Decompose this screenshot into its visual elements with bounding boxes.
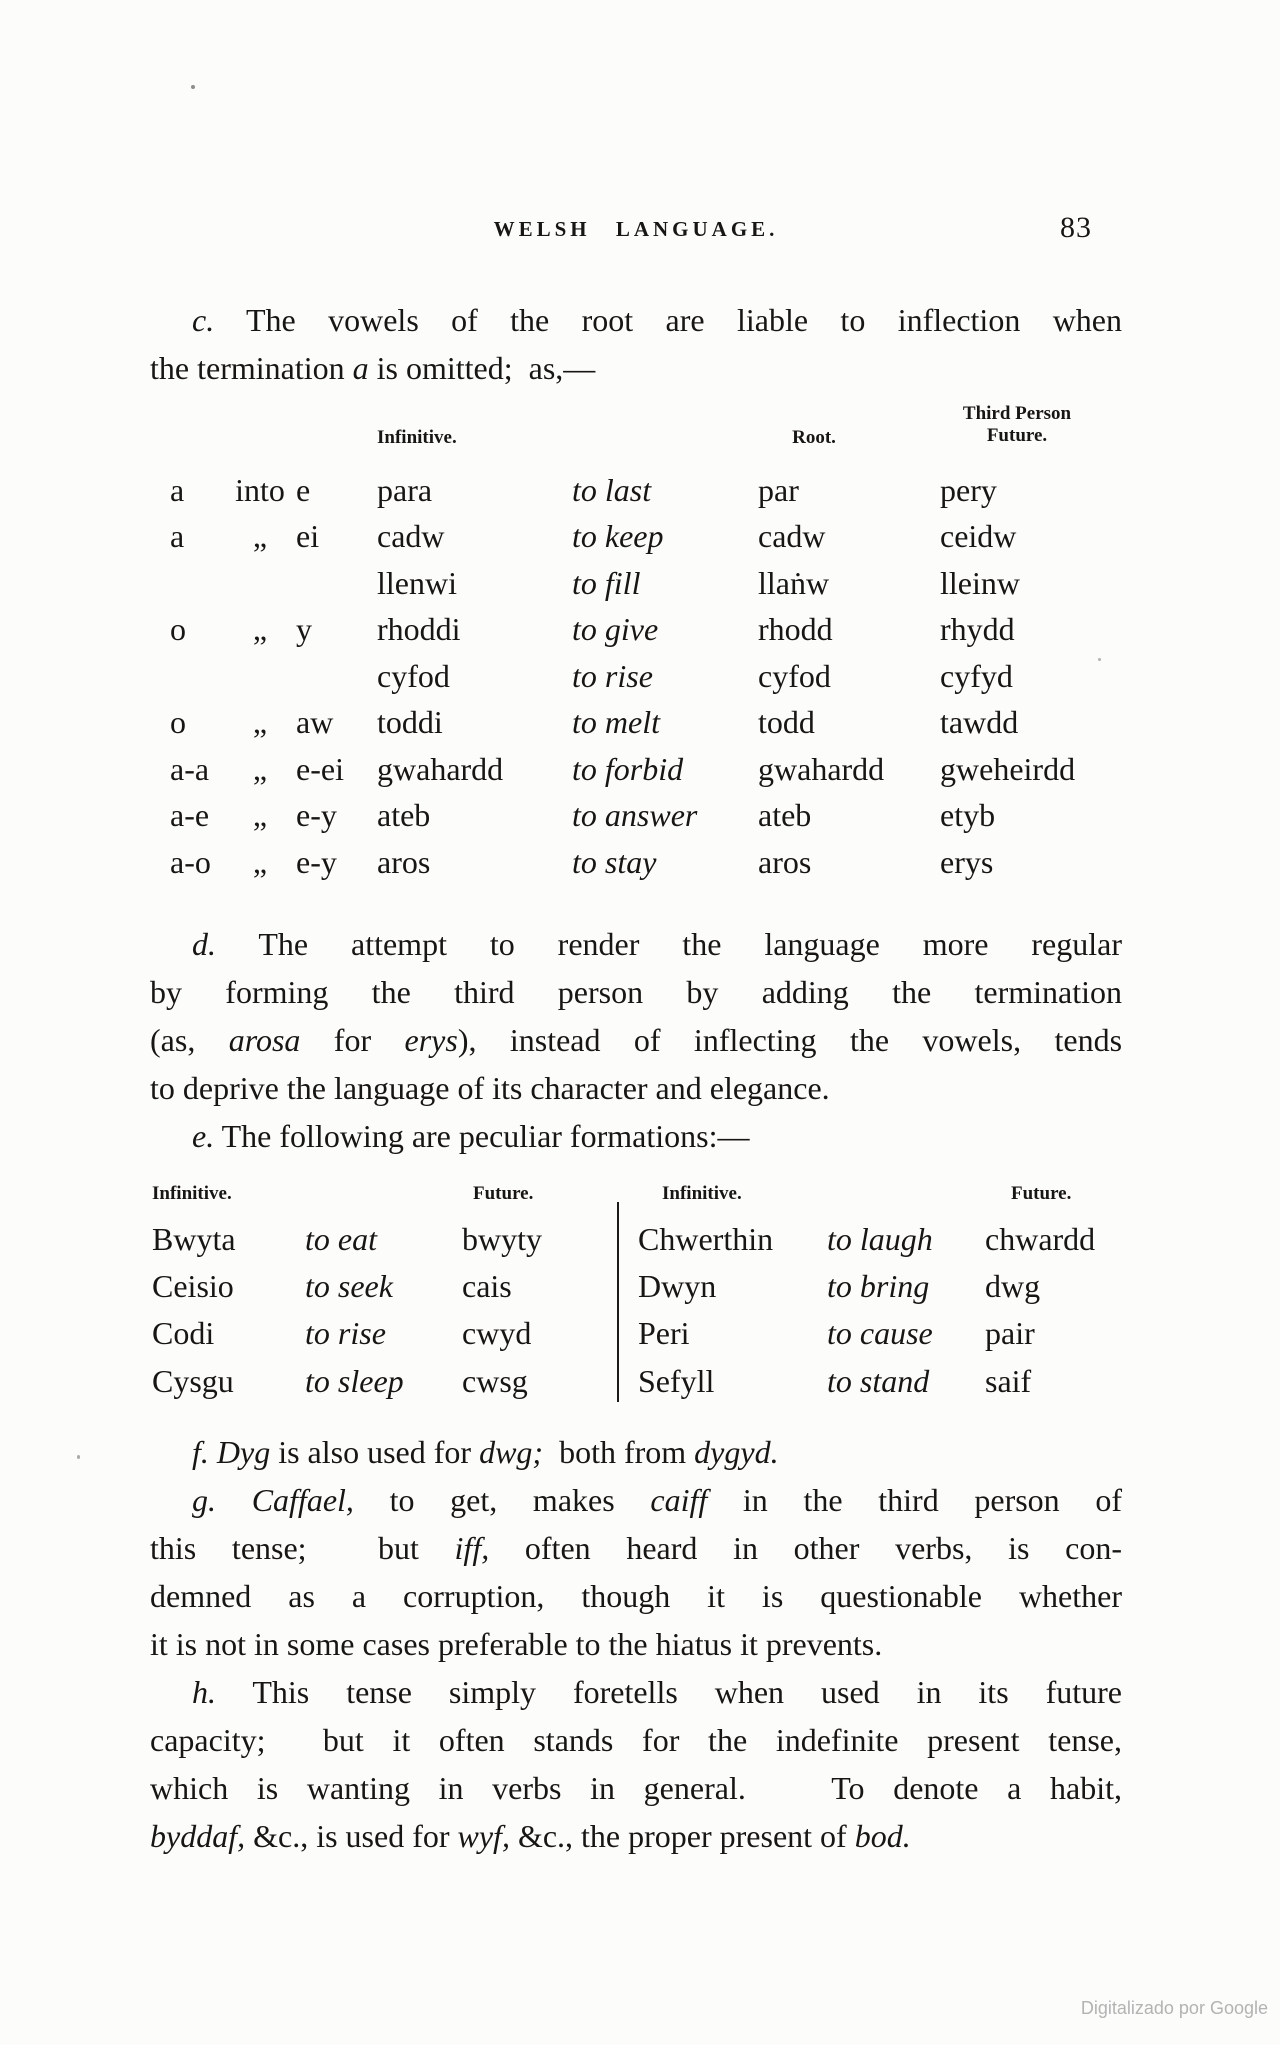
table-row: [0, 609, 1280, 653]
google-digitization-watermark: Digitalizado por Google: [1080, 1998, 1268, 2018]
infinitive-cell: llenwi: [377, 565, 457, 601]
table-row: [0, 842, 1280, 886]
vowel-change-from: a-e: [170, 797, 210, 833]
future-cell: lleinw: [940, 565, 1020, 601]
vowel-change-sep: „: [252, 704, 268, 740]
infinitive-cell: Codi: [152, 1315, 215, 1351]
table-row: [0, 795, 1280, 839]
translation-cell: to last: [572, 472, 652, 508]
infinitive-cell: Sefyll: [638, 1363, 715, 1399]
translation-cell: to cause: [827, 1315, 933, 1351]
vowel-change-sep: „: [252, 797, 268, 833]
table-row: [0, 516, 1280, 560]
column-header-infinitive-right: Infinitive.: [662, 1183, 742, 1204]
paragraph-line: (as, arosa for erys), instead of inflecting the vowels, tends: [150, 1022, 1123, 1058]
future-cell: pery: [940, 472, 997, 508]
translation-cell: to eat: [305, 1221, 377, 1257]
vowel-change-to: e: [296, 472, 311, 508]
vowel-change-sep: „: [252, 844, 268, 880]
table-row: [0, 749, 1280, 793]
infinitive-cell: Bwyta: [152, 1221, 236, 1257]
translation-cell: to rise: [305, 1315, 386, 1351]
infinitive-cell: para: [377, 472, 433, 508]
column-header-future-left: Future.: [473, 1183, 534, 1204]
root-cell: par: [758, 472, 799, 508]
vowel-change-from: a-a: [170, 751, 210, 787]
infinitive-cell: aros: [377, 844, 431, 880]
paragraph-line: by forming the third person by adding the termination: [150, 974, 1122, 1010]
root-cell: llaṅw: [758, 565, 830, 601]
scan-speck: [1098, 658, 1101, 661]
infinitive-cell: rhoddi: [377, 611, 461, 647]
column-header-infinitive-left: Infinitive.: [152, 1183, 232, 1204]
future-cell: ceidw: [940, 518, 1017, 554]
table-row: [0, 1360, 1280, 1406]
future-cell: saif: [985, 1363, 1032, 1399]
vowel-change-to: y: [296, 611, 312, 647]
column-header-third-person: Third Person: [962, 403, 1072, 424]
translation-cell: to stand: [827, 1363, 930, 1399]
translation-cell: to melt: [572, 704, 660, 740]
translation-cell: to answer: [572, 797, 698, 833]
infinitive-cell: cadw: [377, 518, 445, 554]
translation-cell: to stay: [572, 844, 657, 880]
paragraph-line: d. The attempt to render the language more regular: [192, 926, 1122, 962]
paragraph-line: g. Caffael, to get, makes caiff in the third person of: [192, 1482, 1123, 1518]
root-cell: todd: [758, 704, 815, 740]
paragraph-line: it is not in some cases preferable to the hiatus it prevents.: [150, 1626, 883, 1662]
vowel-change-to: ei: [296, 518, 320, 554]
column-header-future-right: Future.: [1011, 1183, 1072, 1204]
scan-speck: [191, 85, 195, 89]
vowel-change-from: a: [170, 518, 185, 554]
translation-cell: to give: [572, 611, 659, 647]
translation-cell: to seek: [305, 1268, 393, 1304]
infinitive-cell: toddi: [377, 704, 443, 740]
vowel-change-sep: into: [235, 472, 285, 508]
root-cell: cadw: [758, 518, 826, 554]
paragraph-line: which is wanting in verbs in general. To denote a habit,: [150, 1770, 1122, 1806]
future-cell: cwyd: [462, 1315, 532, 1351]
scan-speck: [77, 1455, 80, 1459]
paragraph-line: e. The following are peculiar formations:—: [192, 1118, 750, 1154]
column-header-root: Root.: [792, 427, 836, 448]
vowel-change-sep: „: [252, 611, 268, 647]
vowel-change-from: o: [170, 704, 186, 740]
table-row: [0, 1312, 1280, 1358]
paragraph-d: [150, 920, 1122, 1112]
future-cell: gweheirdd: [940, 751, 1076, 787]
paragraph-c: [150, 296, 1122, 392]
infinitive-cell: cyfod: [377, 658, 450, 694]
paragraph-line: capacity; but it often stands for the indefinite present tense,: [150, 1722, 1122, 1758]
root-cell: rhodd: [758, 611, 833, 647]
paragraph-line: this tense; but iff, often heard in other verbs, is con-: [150, 1530, 1123, 1566]
future-cell: pair: [985, 1315, 1035, 1351]
vowel-change-to: e-y: [296, 844, 337, 880]
infinitive-cell: gwahardd: [377, 751, 504, 787]
table-row: [0, 656, 1280, 700]
translation-cell: to sleep: [305, 1363, 404, 1399]
column-header-future: Future.: [986, 425, 1048, 446]
future-cell: tawdd: [940, 704, 1019, 740]
paragraph-h: [150, 1668, 1122, 1860]
vowel-change-sep: „: [252, 518, 268, 554]
root-cell: cyfod: [758, 658, 831, 694]
root-cell: aros: [758, 844, 812, 880]
table-row: [0, 702, 1280, 746]
paragraph-f: [150, 1428, 1122, 1476]
future-cell: bwyty: [462, 1221, 542, 1257]
future-cell: rhydd: [940, 611, 1015, 647]
future-cell: erys: [940, 844, 994, 880]
paragraph-line: demned as a corruption, though it is questionable whether: [150, 1578, 1122, 1614]
table-row: [0, 1218, 1280, 1264]
future-cell: chwardd: [985, 1221, 1096, 1257]
future-cell: etyb: [940, 797, 996, 833]
translation-cell: to rise: [572, 658, 653, 694]
infinitive-cell: Cysgu: [152, 1363, 234, 1399]
table-row: [0, 563, 1280, 607]
vowel-change-to: aw: [296, 704, 334, 740]
paragraph-line: to deprive the language of its character and elegance.: [150, 1070, 830, 1106]
vowel-change-from: a: [170, 472, 185, 508]
page-title: WELSH LANGUAGE.: [493, 217, 779, 241]
translation-cell: to bring: [827, 1268, 930, 1304]
table-row: [0, 1265, 1280, 1311]
translation-cell: to forbid: [572, 751, 684, 787]
root-cell: gwahardd: [758, 751, 885, 787]
vowel-change-sep: „: [252, 751, 268, 787]
vowel-change-from: a-o: [170, 844, 211, 880]
vowel-change-to: e-ei: [296, 751, 344, 787]
infinitive-cell: Peri: [638, 1315, 690, 1351]
vowel-change-to: e-y: [296, 797, 337, 833]
paragraph-line: byddaf, &c., is used for wyf, &c., the proper present of bod.: [150, 1818, 911, 1854]
root-cell: ateb: [758, 797, 812, 833]
paragraph-line: c. The vowels of the root are liable to inflection when: [192, 302, 1122, 338]
infinitive-cell: Chwerthin: [638, 1221, 774, 1257]
infinitive-cell: Dwyn: [638, 1268, 717, 1304]
future-cell: cais: [462, 1268, 512, 1304]
infinitive-cell: ateb: [377, 797, 431, 833]
future-cell: cyfyd: [940, 658, 1013, 694]
paragraph-line: f. Dyg is also used for dwg; both from dygyd.: [192, 1434, 779, 1470]
table-row: [0, 470, 1280, 514]
paragraph-line: the termination a is omitted; as,—: [150, 350, 596, 386]
future-cell: cwsg: [462, 1363, 528, 1399]
paragraph-line: h. This tense simply foretells when used in its future: [192, 1674, 1122, 1710]
page-number: 83: [1060, 211, 1092, 244]
vowel-change-from: o: [170, 611, 186, 647]
column-header-infinitive: Infinitive.: [377, 427, 457, 448]
future-cell: dwg: [985, 1268, 1041, 1304]
paragraph-e: [150, 1112, 1122, 1160]
translation-cell: to fill: [572, 565, 641, 601]
paragraph-g: [150, 1476, 1122, 1668]
running-header: [150, 213, 1122, 247]
infinitive-cell: Ceisio: [152, 1268, 234, 1304]
translation-cell: to laugh: [827, 1221, 933, 1257]
translation-cell: to keep: [572, 518, 664, 554]
